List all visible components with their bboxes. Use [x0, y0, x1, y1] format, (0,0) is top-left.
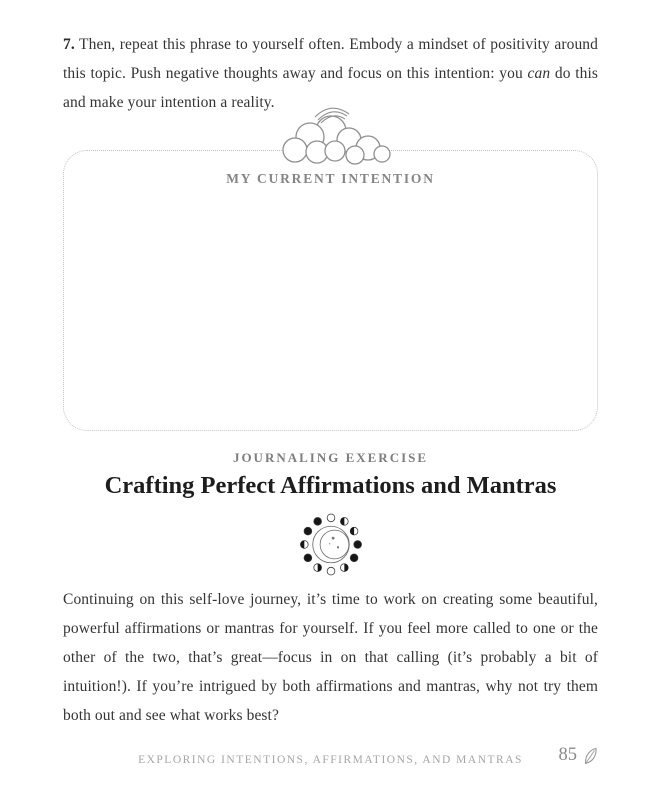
running-title: EXPLORING INTENTIONS, AFFIRMATIONS, AND MANTRAS — [138, 754, 523, 766]
intro-italic-word: can — [527, 65, 551, 82]
page-content — [63, 0, 598, 730]
leaf-icon — [583, 747, 598, 765]
cloud-icon — [265, 104, 397, 168]
step-number: 7. — [63, 36, 75, 53]
moon-phases-icon — [288, 508, 374, 581]
page-number-group — [559, 745, 599, 766]
intro-text-after: do this and make your intention a reality. — [63, 65, 598, 111]
intention-section — [63, 150, 598, 431]
intro-text-before: Then, repeat this phrase to yourself often. Embody a mindset of positivity around this topic. Push negative thoughts away and focus on this intention: you — [63, 36, 598, 82]
intention-box — [63, 150, 598, 431]
exercise-kicker: JOURNALING EXERCISE — [232, 450, 429, 465]
exercise-title: Crafting Perfect Affirmations and Mantras — [104, 472, 557, 499]
page-number: 85 — [558, 745, 577, 765]
body-paragraph: Continuing on this self-love journey, it’s time to work on creating some beautiful, powerful affirmations or mantras for yourself. If you feel more called to one or the other of the two, that’s great—focus in on that calling (it’s probably a bit of intuition!). If you’re intrigued by both affirmations and mantras, why not try them both out and see what works best? — [63, 591, 598, 724]
intention-box-label: MY CURRENT INTENTION — [226, 171, 435, 186]
page-footer — [63, 745, 598, 774]
